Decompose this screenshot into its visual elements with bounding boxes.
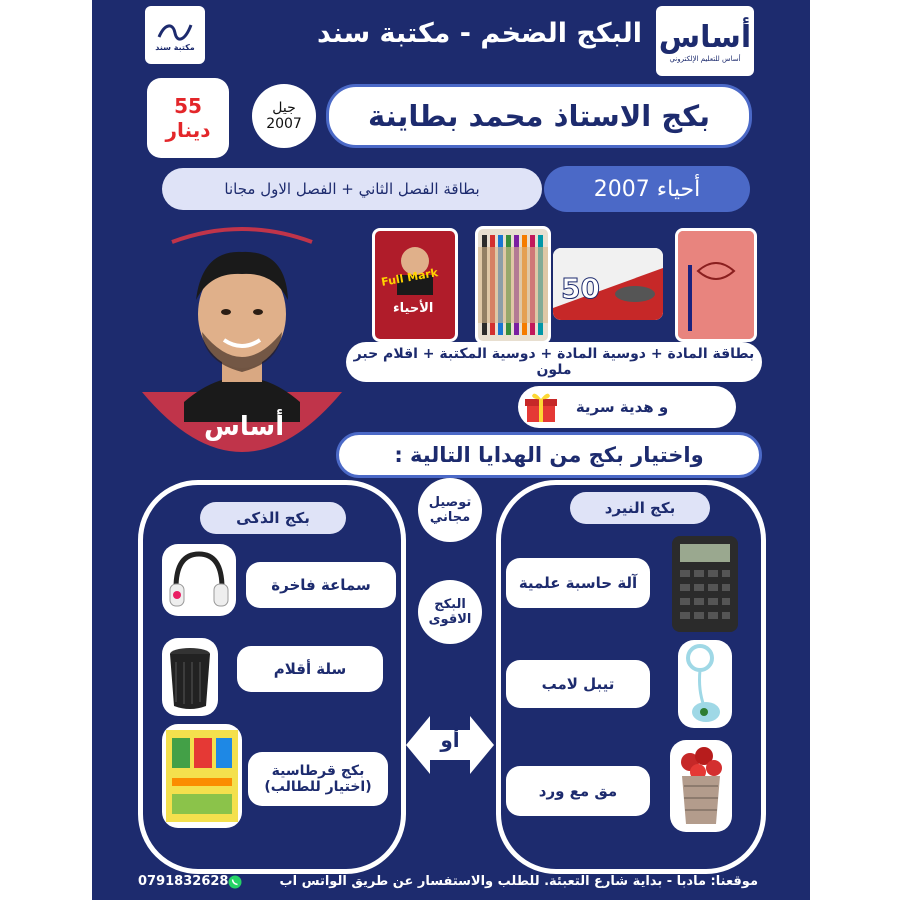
brand-logo bbox=[656, 6, 754, 76]
gift-card-value: 50 bbox=[561, 272, 600, 305]
teacher-package-title: بكج الاستاذ محمد بطاينة bbox=[326, 84, 752, 148]
price-badge bbox=[147, 78, 229, 158]
price-unit: دينار bbox=[165, 118, 211, 142]
brand-logo-text: أساس bbox=[658, 19, 752, 55]
strongest-package-text: البكج الاقوى bbox=[428, 597, 472, 627]
mug-flowers-icon bbox=[670, 740, 732, 832]
gift-card-image bbox=[553, 248, 663, 320]
lamp-icon bbox=[678, 640, 732, 728]
pen-holder-image bbox=[162, 638, 218, 716]
footer-location: موقعنا: مادبا - بداية شارع التعبئة. للطلب والاستفسار عن طريق الواتس اب bbox=[279, 874, 758, 889]
free-delivery-text: توصيل مجاني bbox=[428, 495, 472, 525]
whatsapp-icon bbox=[228, 875, 242, 889]
stationery-image bbox=[162, 724, 242, 828]
strongest-package-badge bbox=[418, 580, 482, 644]
library-logo-text: مكتبة سند bbox=[155, 42, 195, 52]
book-title: الأحياء bbox=[393, 301, 434, 316]
calculator-image bbox=[668, 534, 742, 634]
nerd-item-3: مق مع ورد bbox=[506, 766, 650, 816]
poster bbox=[92, 0, 810, 900]
gift-icon bbox=[524, 390, 558, 424]
choose-heading: واختيار بكج من الهدايا التالية : bbox=[336, 432, 762, 478]
library-logo bbox=[145, 6, 205, 64]
smart-item-1: سماعة فاخرة bbox=[246, 562, 396, 608]
generation-line2: 2007 bbox=[266, 116, 302, 132]
or-label: أو bbox=[440, 728, 460, 752]
subject-name: أحياء 2007 bbox=[544, 166, 750, 212]
items-list: بطاقة المادة + دوسية المادة + دوسية المكتبة + اقلام حبر ملون bbox=[346, 342, 762, 382]
smart-item-2: سلة أقلام bbox=[237, 646, 383, 692]
nerd-item-2: تيبل لامب bbox=[506, 660, 650, 708]
nerd-package-title: بكج النيرد bbox=[570, 492, 710, 524]
or-arrow bbox=[404, 712, 496, 778]
footer-phone: 0791832628 bbox=[138, 874, 229, 889]
calligraphy-icon bbox=[155, 19, 195, 43]
smart-package-title: بكج الذكى bbox=[200, 502, 346, 534]
pen-holder-icon bbox=[162, 638, 218, 716]
free-delivery-badge bbox=[418, 478, 482, 542]
brand-logo-subtitle: أساس للتعليم الإلكتروني bbox=[669, 54, 741, 63]
stationery-icon bbox=[162, 724, 242, 828]
notebook-image bbox=[675, 228, 757, 342]
generation-badge bbox=[252, 84, 316, 148]
headphones-image bbox=[162, 544, 236, 616]
table-lamp-image bbox=[678, 640, 732, 728]
smart-item-3-text: بكج قرطاسية (اختيار للطالب) bbox=[264, 763, 372, 795]
headphones-icon bbox=[162, 544, 236, 616]
calculator-icon bbox=[668, 534, 742, 634]
nerd-item-1: آلة حاسبة علمية bbox=[506, 558, 650, 608]
price-value: 55 bbox=[174, 94, 202, 118]
secret-gift bbox=[518, 386, 736, 428]
book-brand: Full Mark bbox=[380, 266, 439, 289]
smart-item-3 bbox=[248, 752, 388, 806]
generation-line1: جيل bbox=[272, 100, 296, 116]
mug-flowers-image bbox=[670, 740, 732, 832]
card-note: بطاقة الفصل الثاني + الفصل الاول مجانا bbox=[162, 168, 542, 210]
book-image bbox=[372, 228, 458, 342]
pens-image bbox=[475, 226, 551, 344]
photo-logo: أساس bbox=[204, 412, 285, 442]
secret-gift-text: و هدية سرية bbox=[575, 398, 669, 416]
teacher-photo bbox=[142, 222, 342, 454]
page-title: البكج الضخم - مكتبة سند bbox=[316, 18, 642, 49]
